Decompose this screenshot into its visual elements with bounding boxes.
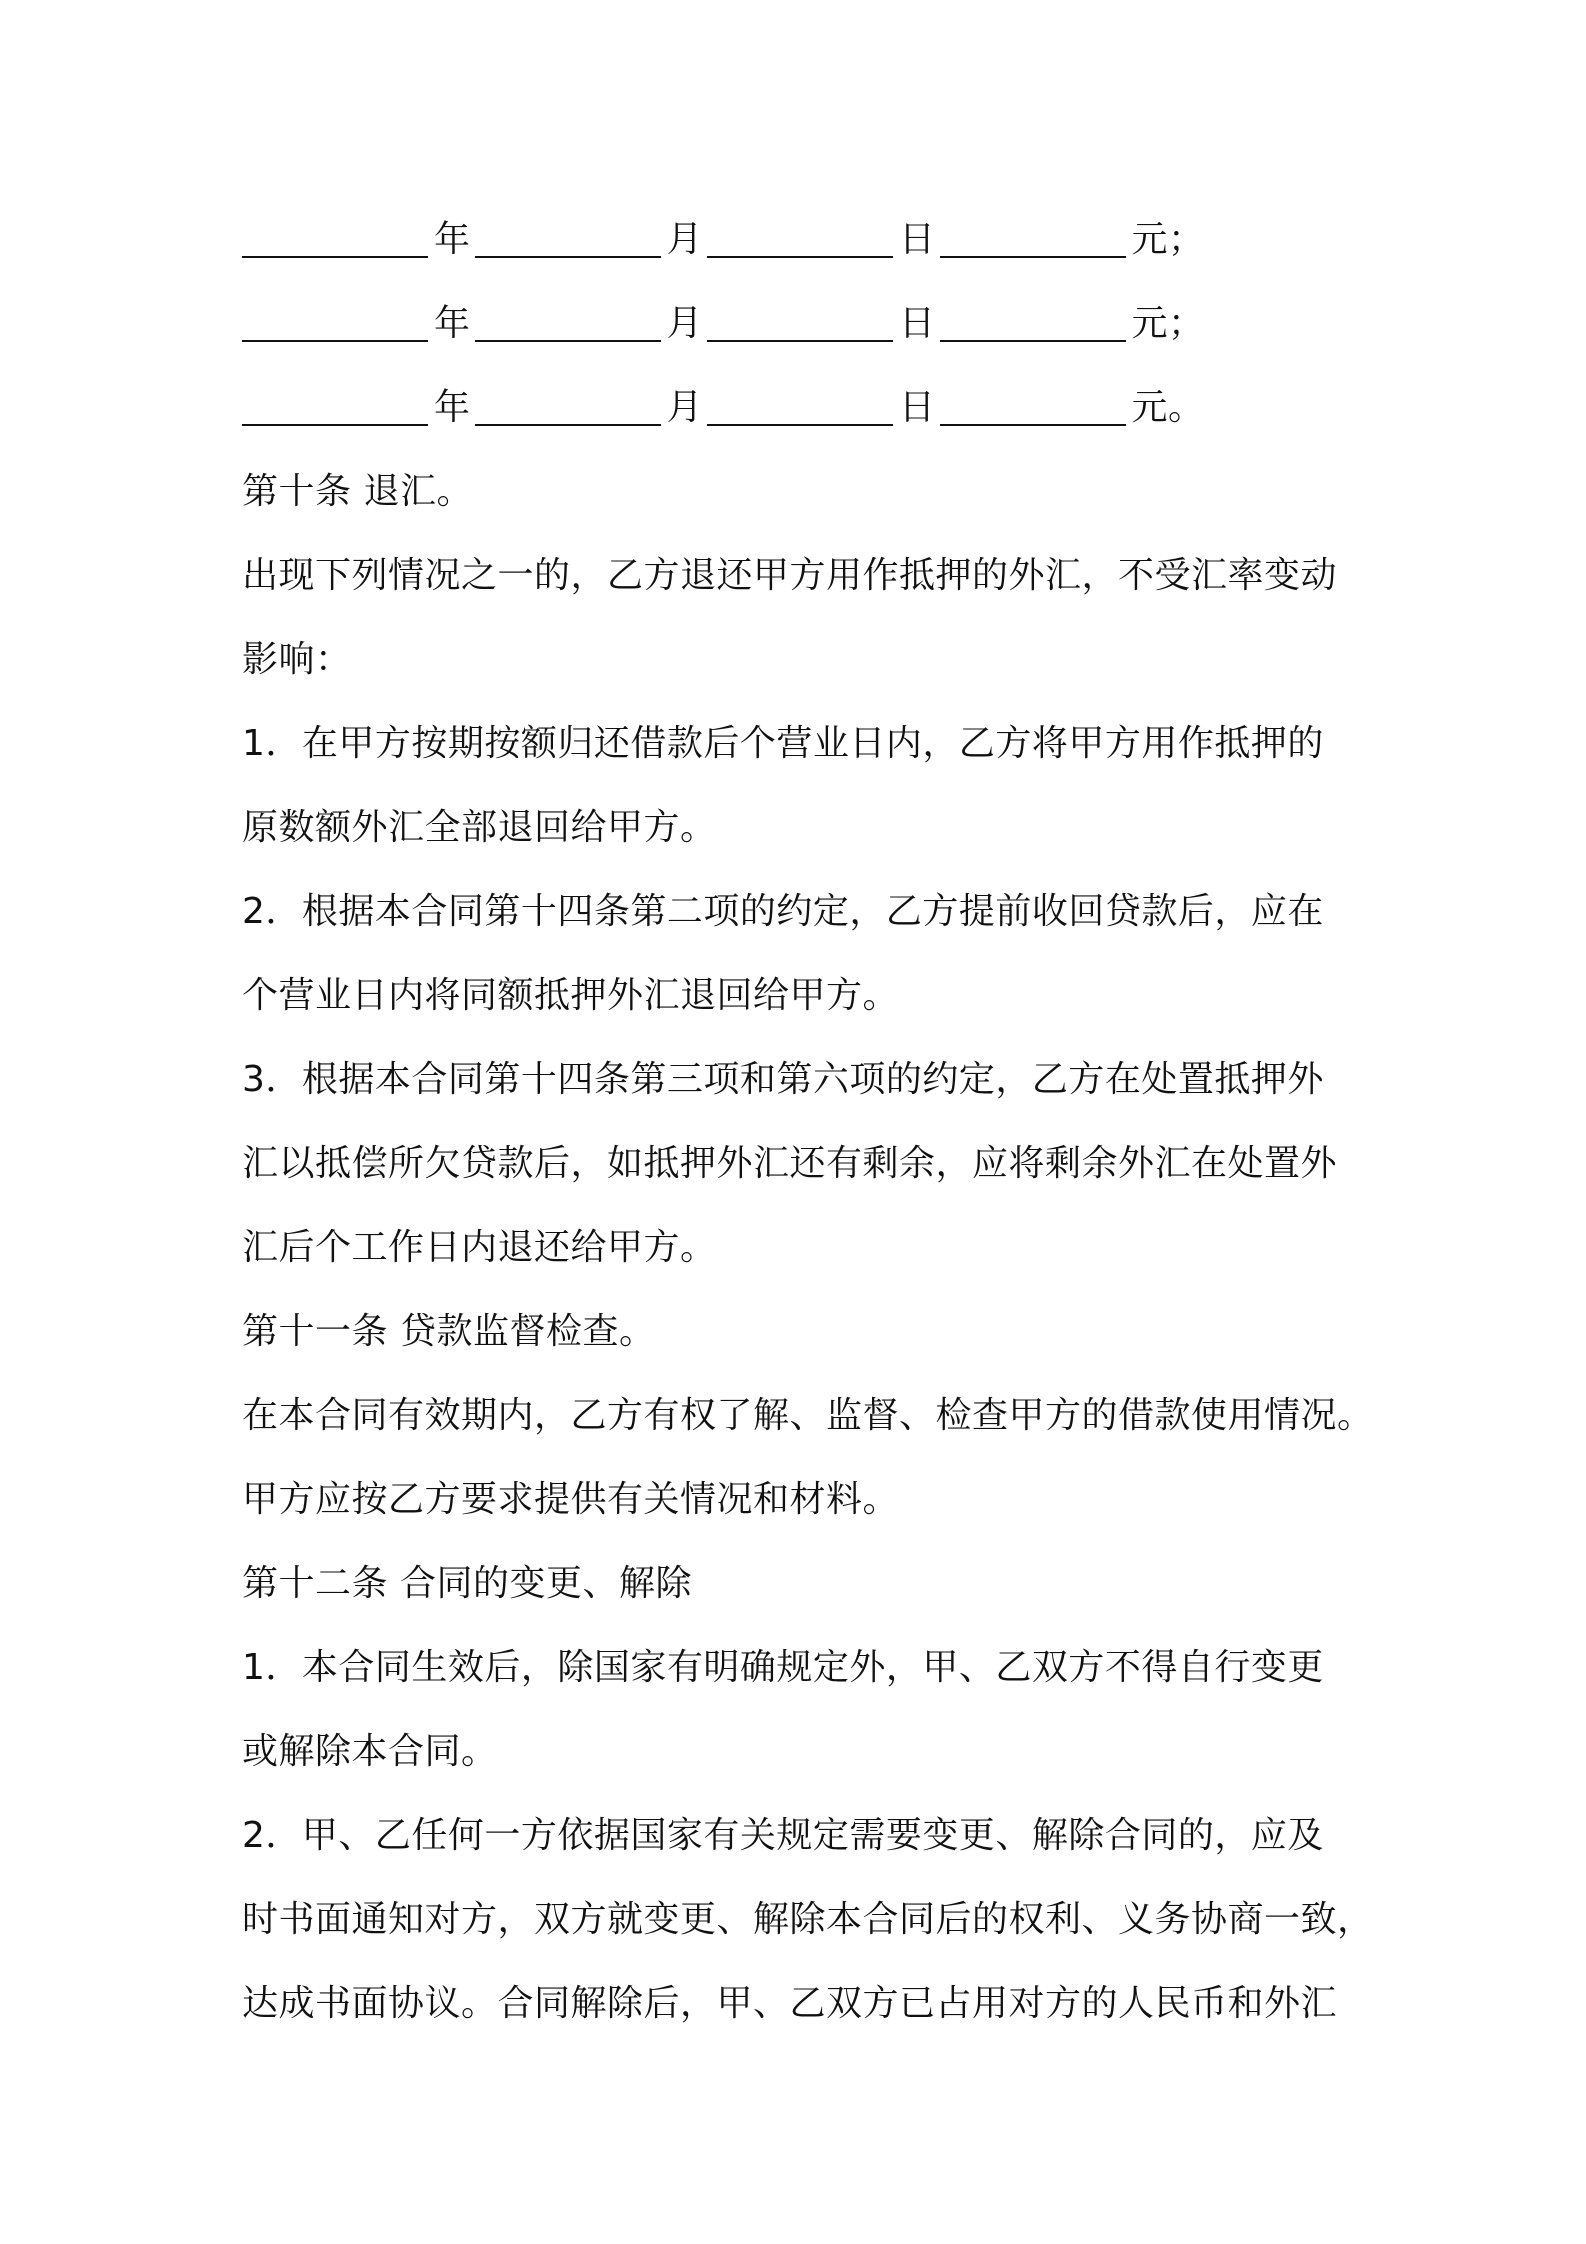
day-blank [707, 378, 893, 426]
day-blank [707, 210, 893, 258]
month-label: 月 [666, 387, 704, 428]
month-label: 月 [666, 303, 704, 344]
amount-label: 元； [1131, 303, 1205, 344]
month-blank [475, 378, 661, 426]
article-12-heading: 第十二条 合同的变更、解除 [242, 1563, 692, 1604]
document-content [242, 198, 1374, 2046]
body-line: 出现下列情况之一的，乙方退还甲方用作抵押的外汇，不受汇率变动 [242, 555, 1338, 596]
amount-label: 元。 [1131, 387, 1205, 428]
amount-label: 元； [1131, 219, 1205, 260]
year-blank [242, 210, 428, 258]
body-line: 个营业日内将同额抵押外汇退回给甲方。 [242, 975, 900, 1016]
date-amount-row-3 [242, 366, 1362, 450]
day-label: 日 [899, 387, 936, 428]
body-line: 达成书面协议。合同解除后，甲、乙双方已占用对方的人民币和外汇 [242, 1983, 1338, 2024]
body-line: 汇后个工作日内退还给甲方。 [242, 1227, 717, 1268]
year-label: 年 [434, 219, 471, 260]
day-label: 日 [899, 303, 936, 344]
body-line: 1．在甲方按期按额归还借款后个营业日内，乙方将甲方用作抵押的 [242, 723, 1324, 764]
date-amount-row-2 [242, 282, 1362, 366]
body-line: 甲方应按乙方要求提供有关情况和材料。 [242, 1479, 900, 1520]
body-line: 汇以抵偿所欠贷款后，如抵押外汇还有剩余，应将剩余外汇在处置外 [242, 1143, 1338, 1184]
amount-blank [940, 378, 1126, 426]
body-line: 1．本合同生效后，除国家有明确规定外，甲、乙双方不得自行变更 [242, 1647, 1324, 1688]
year-label: 年 [434, 387, 471, 428]
body-line: 时书面通知对方，双方就变更、解除本合同后的权利、义务协商一致， [242, 1899, 1374, 1940]
month-blank [475, 294, 661, 342]
date-amount-row-1 [242, 198, 1362, 282]
amount-blank [940, 294, 1126, 342]
day-label: 日 [899, 219, 936, 260]
body-line: 2．根据本合同第十四条第二项的约定，乙方提前收回贷款后，应在 [242, 891, 1324, 932]
article-10-heading: 第十条 退汇。 [242, 471, 473, 512]
month-blank [475, 210, 661, 258]
body-line: 3．根据本合同第十四条第三项和第六项的约定，乙方在处置抵押外 [242, 1059, 1324, 1100]
day-blank [707, 294, 893, 342]
year-blank [242, 378, 428, 426]
body-line: 在本合同有效期内，乙方有权了解、监督、检查甲方的借款使用情况。 [242, 1395, 1374, 1436]
body-line: 原数额外汇全部退回给甲方。 [242, 807, 717, 848]
body-line: 2．甲、乙任何一方依据国家有关规定需要变更、解除合同的，应及 [242, 1815, 1324, 1856]
body-line: 影响： [242, 639, 352, 680]
amount-blank [940, 210, 1126, 258]
month-label: 月 [666, 219, 704, 260]
year-blank [242, 294, 428, 342]
body-line: 或解除本合同。 [242, 1731, 498, 1772]
article-11-heading: 第十一条 贷款监督检查。 [242, 1311, 656, 1352]
year-label: 年 [434, 303, 471, 344]
